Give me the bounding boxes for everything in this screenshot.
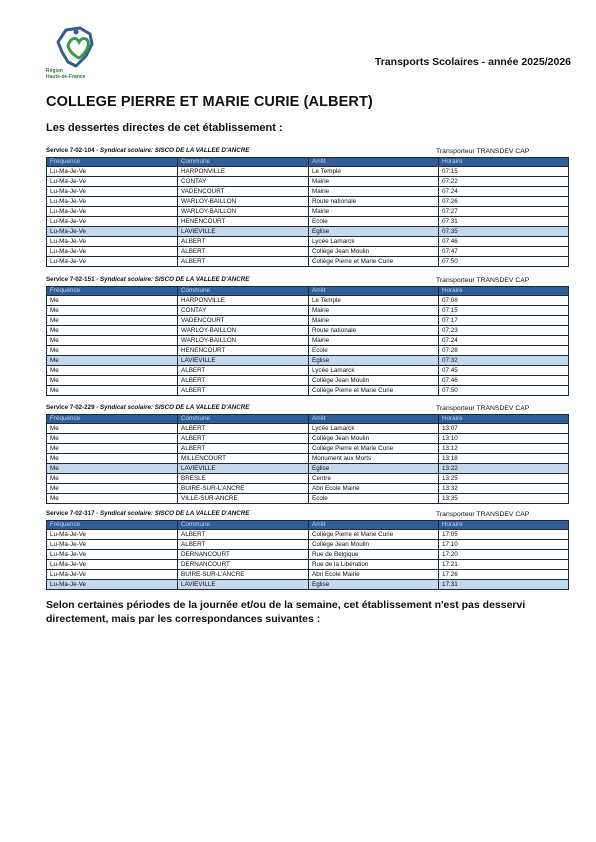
cell-arret: Mairie — [309, 316, 439, 326]
column-header: Fréquence — [47, 287, 178, 296]
cell-horaire: 17:21 — [439, 560, 569, 570]
cell-commune: LAVIEVILLE — [178, 580, 309, 590]
service-transporteur: Transporteur TRANSDEV CAP — [436, 511, 530, 518]
cell-freq: Me — [47, 316, 178, 326]
service-syndicat: Syndicat scolaire: SISCO DE LA VALLEE D'ANCRE — [100, 276, 250, 283]
column-header: Horaire — [439, 287, 569, 296]
table-row — [47, 474, 569, 484]
cell-arret: Abri Ecole Mairie — [309, 484, 439, 494]
column-header: Arrêt — [309, 521, 439, 530]
table-row — [47, 464, 569, 474]
cell-arret: Mairie — [309, 177, 439, 187]
cell-arret: Collège Jean Moulin — [309, 540, 439, 550]
cell-commune: WARLOY-BAILLON — [178, 326, 309, 336]
cell-horaire: 13:22 — [439, 464, 569, 474]
table-row — [47, 454, 569, 464]
service-block — [46, 276, 568, 396]
table-row — [47, 217, 569, 227]
cell-commune: ALBERT — [178, 237, 309, 247]
cell-horaire: 07:24 — [439, 336, 569, 346]
cell-commune: LAVIEVILLE — [178, 227, 309, 237]
logo-line1: Région — [46, 68, 63, 74]
cell-commune: VADENCOURT — [178, 187, 309, 197]
service-table — [46, 520, 569, 590]
cell-commune: BRESLE — [178, 474, 309, 484]
cell-horaire: 17:05 — [439, 530, 569, 540]
cell-arret: Lycée Lamarck — [309, 237, 439, 247]
cell-commune: ALBERT — [178, 386, 309, 396]
cell-commune: DERNANCOURT — [178, 560, 309, 570]
cell-horaire: 07:17 — [439, 316, 569, 326]
service-syndicat: Syndicat scolaire: SISCO DE LA VALLEE D'ANCRE — [100, 510, 250, 517]
table-row — [47, 580, 569, 590]
cell-arret: Rue de la Libération — [309, 560, 439, 570]
cell-horaire: 13:35 — [439, 494, 569, 504]
table-header-row — [47, 287, 569, 296]
table-row — [47, 356, 569, 366]
service-transporteur: Transporteur TRANSDEV CAP — [436, 148, 530, 155]
service-id: Service 7-02-229 - — [46, 404, 101, 411]
cell-horaire: 17:20 — [439, 550, 569, 560]
cell-freq: Me — [47, 454, 178, 464]
cell-horaire: 07:08 — [439, 296, 569, 306]
cell-arret: Eglise — [309, 464, 439, 474]
section-subtitle: Les dessertes directes de cet établissement : — [46, 122, 283, 134]
cell-freq: Lu-Ma-Je-Ve — [47, 550, 178, 560]
cell-arret: Mairie — [309, 336, 439, 346]
table-header-row — [47, 158, 569, 167]
cell-arret: Route nationale — [309, 326, 439, 336]
service-transporteur: Transporteur TRANSDEV CAP — [436, 277, 530, 284]
cell-horaire: 07:46 — [439, 376, 569, 386]
cell-arret: Eglise — [309, 356, 439, 366]
cell-arret: Collège Jean Moulin — [309, 434, 439, 444]
cell-freq: Me — [47, 424, 178, 434]
cell-arret: Ecole — [309, 346, 439, 356]
column-header: Commune — [178, 415, 309, 424]
table-row — [47, 434, 569, 444]
cell-commune: ALBERT — [178, 247, 309, 257]
document-header: Transports Scolaires - année 2025/2026 — [374, 56, 571, 68]
cell-freq: Lu-Ma-Je-Ve — [47, 530, 178, 540]
cell-freq: Lu-Ma-Je-Ve — [47, 560, 178, 570]
cell-horaire: 07:50 — [439, 386, 569, 396]
cell-freq: Me — [47, 464, 178, 474]
cell-freq: Me — [47, 386, 178, 396]
column-header: Horaire — [439, 521, 569, 530]
table-row — [47, 346, 569, 356]
cell-commune: LAVIEVILLE — [178, 464, 309, 474]
column-header: Commune — [178, 287, 309, 296]
column-header: Arrêt — [309, 415, 439, 424]
cell-horaire: 07:15 — [439, 167, 569, 177]
cell-arret: Route nationale — [309, 197, 439, 207]
cell-arret: Ecole — [309, 217, 439, 227]
cell-arret: Le Temple — [309, 167, 439, 177]
cell-arret: Mairie — [309, 306, 439, 316]
service-header — [46, 147, 568, 157]
cell-freq: Me — [47, 376, 178, 386]
table-row — [47, 306, 569, 316]
table-row — [47, 484, 569, 494]
cell-commune: BUIRE-SUR-L'ANCRE — [178, 484, 309, 494]
cell-freq: Me — [47, 346, 178, 356]
cell-commune: ALBERT — [178, 434, 309, 444]
service-id: Service 7-02-151 - — [46, 276, 101, 283]
cell-horaire: 07:22 — [439, 177, 569, 187]
cell-freq: Lu-Ma-Je-Ve — [47, 187, 178, 197]
logo-line2: Hauts-de-France — [46, 73, 86, 80]
table-row — [47, 247, 569, 257]
cell-horaire: 07:46 — [439, 237, 569, 247]
cell-commune: MILLENCOURT — [178, 454, 309, 464]
cell-horaire: 13:10 — [439, 434, 569, 444]
service-block — [46, 404, 568, 504]
table-row — [47, 376, 569, 386]
table-row — [47, 530, 569, 540]
service-transporteur: Transporteur TRANSDEV CAP — [436, 405, 530, 412]
page-title: COLLEGE PIERRE ET MARIE CURIE (ALBERT) — [46, 94, 373, 110]
cell-commune: ALBERT — [178, 366, 309, 376]
column-header: Arrêt — [309, 287, 439, 296]
cell-freq: Lu-Ma-Je-Ve — [47, 217, 178, 227]
cell-arret: Abri Ecole Mairie — [309, 570, 439, 580]
cell-horaire: 13:25 — [439, 474, 569, 484]
cell-freq: Lu-Ma-Je-Ve — [47, 247, 178, 257]
cell-arret: Eglise — [309, 227, 439, 237]
table-row — [47, 550, 569, 560]
cell-freq: Me — [47, 326, 178, 336]
table-header-row — [47, 521, 569, 530]
cell-commune: ALBERT — [178, 424, 309, 434]
cell-horaire: 07:47 — [439, 247, 569, 257]
service-table — [46, 286, 569, 396]
cell-arret: Le Temple — [309, 296, 439, 306]
cell-horaire: 07:32 — [439, 356, 569, 366]
cell-freq: Lu-Ma-Je-Ve — [47, 580, 178, 590]
service-block — [46, 510, 568, 590]
table-row — [47, 187, 569, 197]
service-table — [46, 157, 569, 267]
table-row — [47, 197, 569, 207]
column-header: Horaire — [439, 415, 569, 424]
cell-horaire: 07:35 — [439, 227, 569, 237]
table-row — [47, 540, 569, 550]
cell-freq: Lu-Ma-Je-Ve — [47, 207, 178, 217]
cell-commune: WARLOY-BAILLON — [178, 207, 309, 217]
table-row — [47, 237, 569, 247]
service-block — [46, 147, 568, 267]
table-row — [47, 316, 569, 326]
region-logo-label — [46, 69, 116, 80]
table-row — [47, 296, 569, 306]
cell-commune: HENENCOURT — [178, 217, 309, 227]
cell-freq: Me — [47, 434, 178, 444]
cell-commune: VADENCOURT — [178, 316, 309, 326]
cell-horaire: 13:12 — [439, 444, 569, 454]
cell-commune: CONTAY — [178, 177, 309, 187]
table-row — [47, 227, 569, 237]
cell-horaire: 13:32 — [439, 484, 569, 494]
column-header: Fréquence — [47, 158, 178, 167]
table-row — [47, 336, 569, 346]
table-row — [47, 560, 569, 570]
cell-freq: Lu-Ma-Je-Ve — [47, 197, 178, 207]
cell-arret: Collège Jean Moulin — [309, 247, 439, 257]
cell-freq: Me — [47, 336, 178, 346]
cell-arret: Mairie — [309, 187, 439, 197]
service-syndicat: Syndicat scolaire: SISCO DE LA VALLEE D'ANCRE — [100, 147, 250, 154]
cell-commune: ALBERT — [178, 540, 309, 550]
cell-horaire: 07:23 — [439, 326, 569, 336]
cell-horaire: 17:31 — [439, 580, 569, 590]
cell-commune: ALBERT — [178, 444, 309, 454]
cell-horaire: 07:24 — [439, 187, 569, 197]
cell-arret: Collège Jean Moulin — [309, 376, 439, 386]
cell-freq: Me — [47, 296, 178, 306]
cell-arret: Rue de Belgique — [309, 550, 439, 560]
column-header: Commune — [178, 521, 309, 530]
cell-arret: Lycée Lamarck — [309, 424, 439, 434]
footer-note: Selon certaines périodes de la journée et/ou de la semaine, cet établissement n'est pas desservi directement, mais par les correspondances suivantes : — [46, 599, 526, 625]
cell-freq: Lu-Ma-Je-Ve — [47, 540, 178, 550]
table-row — [47, 444, 569, 454]
cell-commune: CONTAY — [178, 306, 309, 316]
service-syndicat: Syndicat scolaire: SISCO DE LA VALLEE D'ANCRE — [100, 404, 250, 411]
cell-freq: Me — [47, 306, 178, 316]
cell-horaire: 07:26 — [439, 197, 569, 207]
cell-horaire: 13:18 — [439, 454, 569, 464]
cell-arret: Collège Pierre et Marie Curie — [309, 386, 439, 396]
cell-horaire: 17:26 — [439, 570, 569, 580]
table-header-row — [47, 415, 569, 424]
table-row — [47, 494, 569, 504]
table-row — [47, 177, 569, 187]
cell-commune: ALBERT — [178, 376, 309, 386]
cell-freq: Lu-Ma-Je-Ve — [47, 177, 178, 187]
cell-freq: Lu-Ma-Je-Ve — [47, 237, 178, 247]
cell-horaire: 07:50 — [439, 257, 569, 267]
cell-arret: Lycée Lamarck — [309, 366, 439, 376]
service-table — [46, 414, 569, 504]
cell-arret: Mairie — [309, 207, 439, 217]
service-header — [46, 404, 568, 414]
cell-horaire: 07:31 — [439, 217, 569, 227]
column-header: Fréquence — [47, 521, 178, 530]
cell-commune: LAVIEVILLE — [178, 356, 309, 366]
cell-freq: Me — [47, 484, 178, 494]
service-header — [46, 276, 568, 286]
table-row — [47, 366, 569, 376]
cell-freq: Me — [47, 474, 178, 484]
cell-horaire: 13:07 — [439, 424, 569, 434]
cell-arret: Collège Pierre et Marie Curie — [309, 257, 439, 267]
cell-commune: HARPONVILLE — [178, 296, 309, 306]
table-row — [47, 424, 569, 434]
cell-commune: ALBERT — [178, 530, 309, 540]
cell-freq: Lu-Ma-Je-Ve — [47, 227, 178, 237]
cell-freq: Me — [47, 366, 178, 376]
column-header: Fréquence — [47, 415, 178, 424]
cell-commune: HENENCOURT — [178, 346, 309, 356]
table-row — [47, 167, 569, 177]
table-row — [47, 326, 569, 336]
cell-horaire: 07:28 — [439, 346, 569, 356]
cell-commune: HARPONVILLE — [178, 167, 309, 177]
cell-horaire: 07:45 — [439, 366, 569, 376]
column-header: Commune — [178, 158, 309, 167]
cell-freq: Me — [47, 444, 178, 454]
table-row — [47, 386, 569, 396]
service-id: Service 7-02-317 - — [46, 510, 101, 517]
cell-freq: Me — [47, 356, 178, 366]
cell-horaire: 17:10 — [439, 540, 569, 550]
cell-freq: Lu-Ma-Je-Ve — [47, 570, 178, 580]
service-header — [46, 510, 568, 520]
cell-arret: Ecole — [309, 494, 439, 504]
cell-freq: Lu-Ma-Je-Ve — [47, 257, 178, 267]
table-row — [47, 257, 569, 267]
cell-commune: WARLOY-BAILLON — [178, 336, 309, 346]
cell-freq: Me — [47, 494, 178, 504]
cell-arret: Collège Pierre et Marie Curie — [309, 530, 439, 540]
cell-commune: ALBERT — [178, 257, 309, 267]
table-row — [47, 570, 569, 580]
service-id: Service 7-02-104 - — [46, 147, 101, 154]
cell-arret: Centre — [309, 474, 439, 484]
cell-commune: DERNANCOURT — [178, 550, 309, 560]
cell-horaire: 07:27 — [439, 207, 569, 217]
cell-horaire: 07:15 — [439, 306, 569, 316]
cell-commune: WARLOY-BAILLON — [178, 197, 309, 207]
table-row — [47, 207, 569, 217]
cell-arret: Monument aux Morts — [309, 454, 439, 464]
cell-commune: BUIRE-SUR-L'ANCRE — [178, 570, 309, 580]
cell-freq: Lu-Ma-Je-Ve — [47, 167, 178, 177]
cell-commune: VILLE-SUR-ANCRE — [178, 494, 309, 504]
column-header: Horaire — [439, 158, 569, 167]
column-header: Arrêt — [309, 158, 439, 167]
cell-arret: Collège Pierre et Marie Curie — [309, 444, 439, 454]
cell-arret: Eglise — [309, 580, 439, 590]
